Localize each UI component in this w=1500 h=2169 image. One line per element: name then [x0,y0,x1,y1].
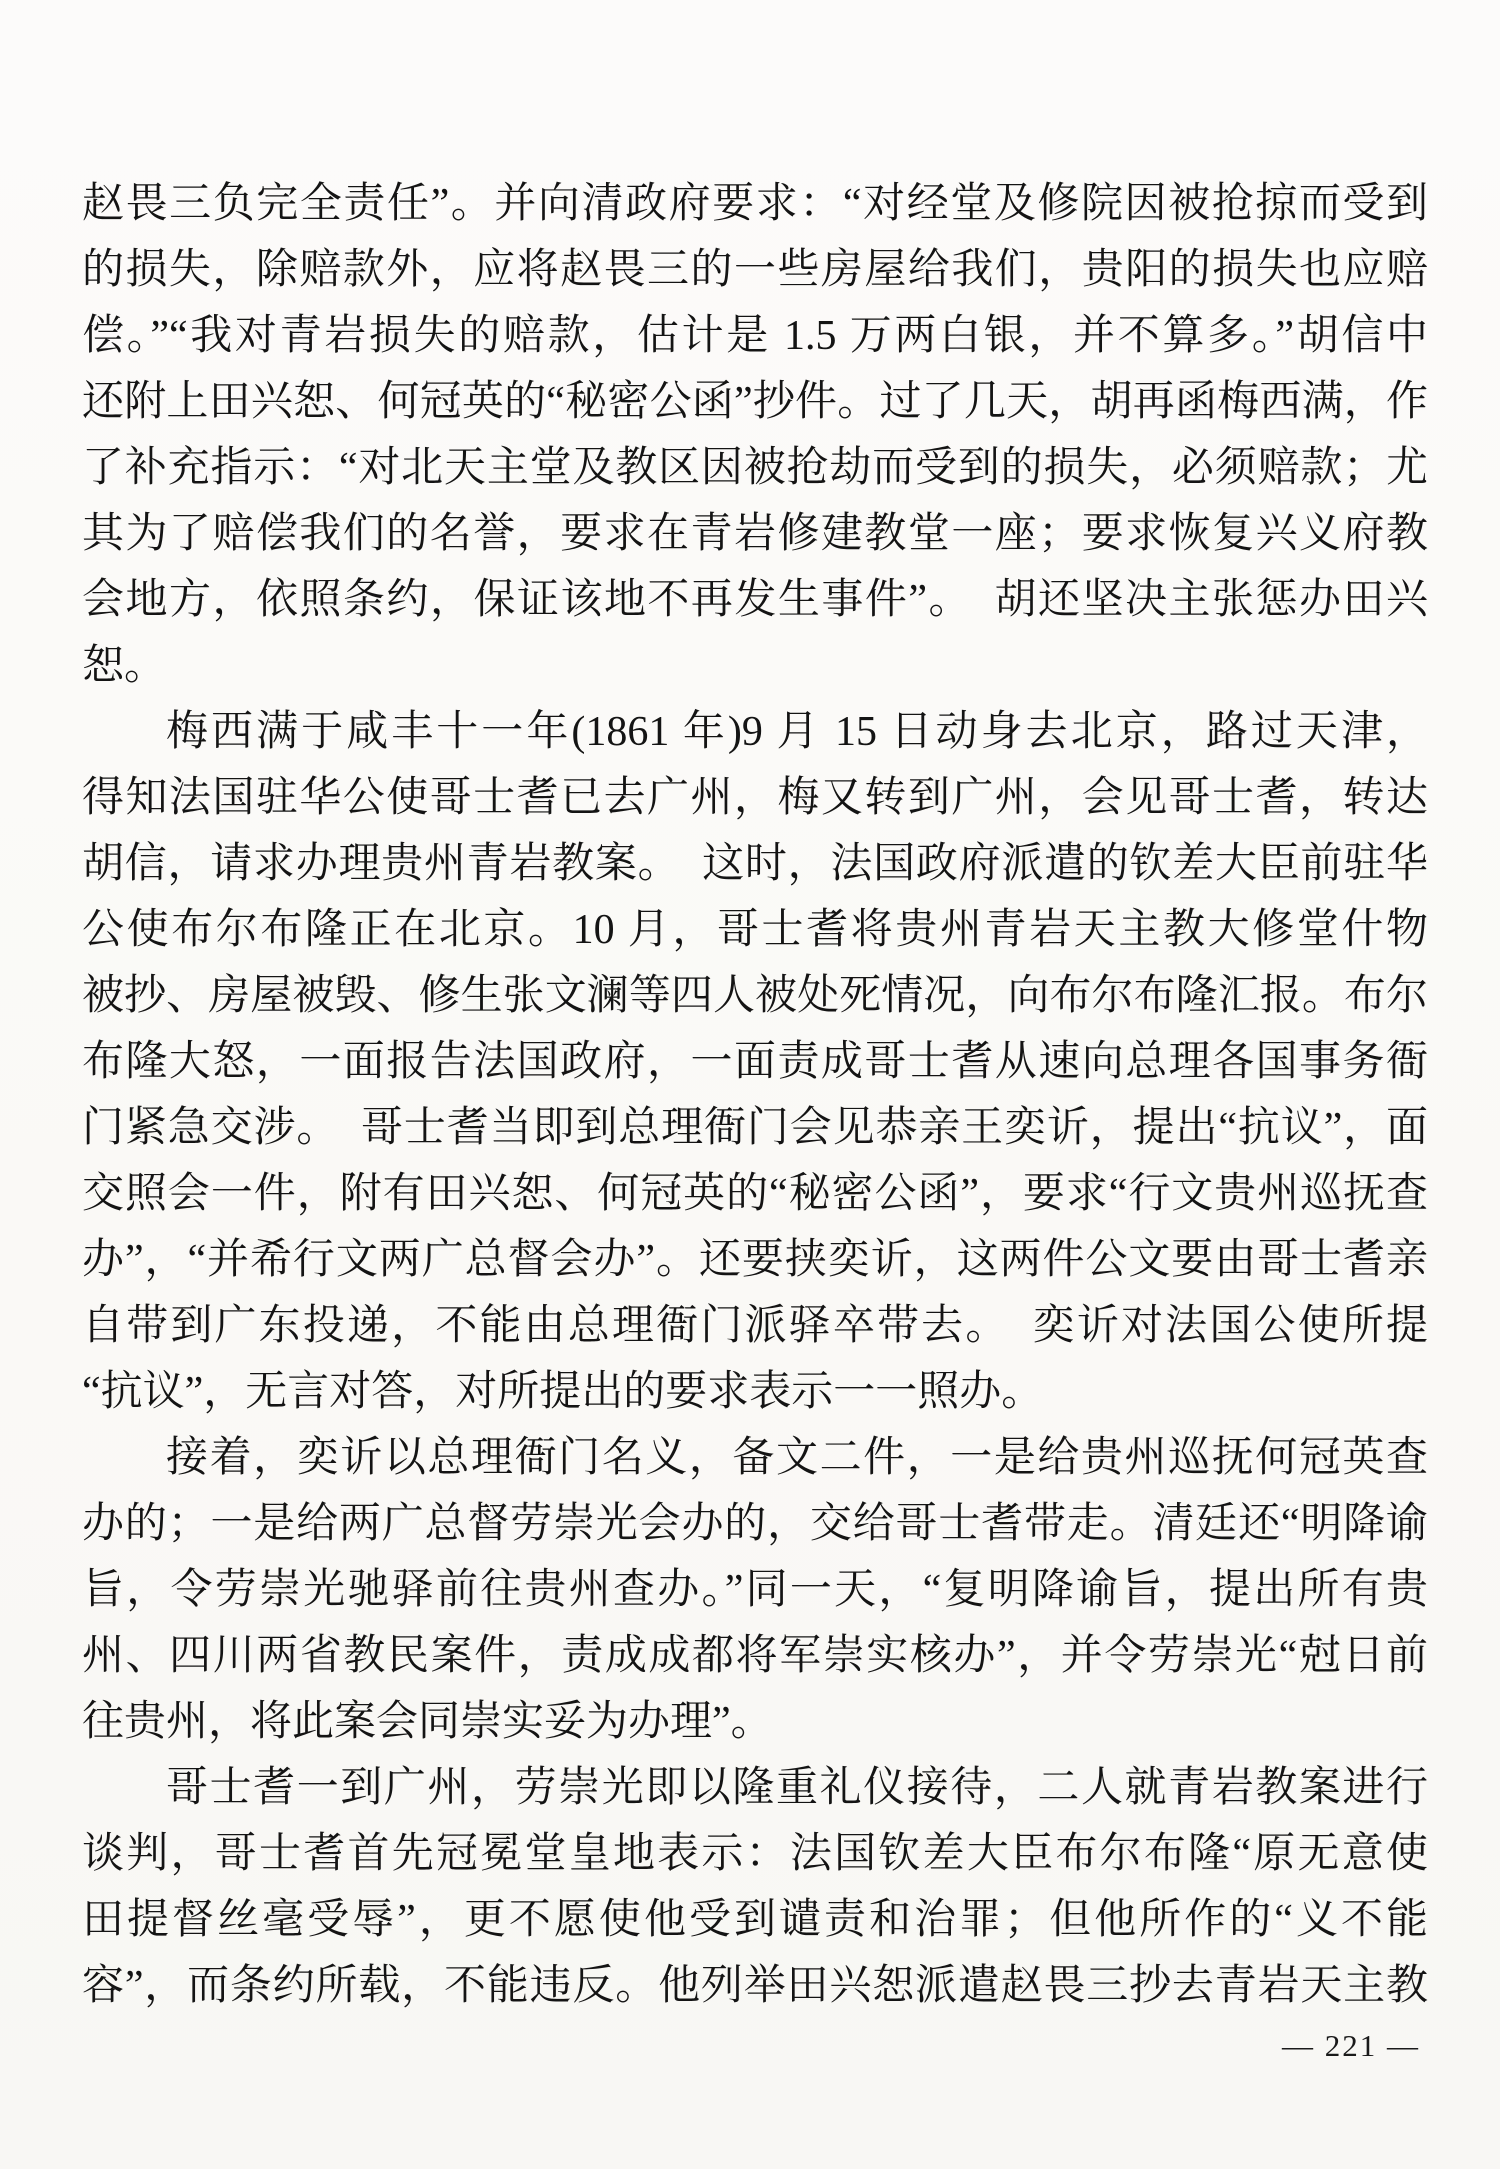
text-line: 偿。”“我对青岩损失的赔款，估计是 1.5 万两白银，并不算多。”胡信中 [82,313,1428,359]
text-line: 交照会一件，附有田兴恕、何冠英的“秘密公函”，要求“行文贵州巡抚查 [82,1171,1428,1217]
text-line: 州、四川两省教民案件，责成成都将军崇实核办”，并令劳崇光“尅日前 [82,1633,1428,1679]
text-line-paragraph-end: 恕。 [82,643,167,689]
body-text-block [82,171,1428,2019]
text-line-paragraph-start: 哥士耆一到广州，劳崇光即以隆重礼仪接待，二人就青岩教案进行 [166,1765,1428,1811]
text-line: 的损失，除赔款外，应将赵畏三的一些房屋给我们，贵阳的损失也应赔 [82,247,1428,293]
text-line-paragraph-start: 接着，奕䜣以总理衙门名义，备文二件，一是给贵州巡抚何冠英查 [166,1435,1428,1481]
text-line: 会地方，依照条约，保证该地不再发生事件”。 胡还坚决主张惩办田兴 [82,577,1428,623]
text-line-paragraph-end: “抗议”，无言对答，对所提出的要求表示一一照办。 [82,1369,1044,1415]
text-line: 谈判，哥士耆首先冠冕堂皇地表示：法国钦差大臣布尔布隆“原无意使 [82,1831,1428,1877]
text-line: 办”，“并希行文两广总督会办”。还要挟奕䜣，这两件公文要由哥士耆亲 [82,1237,1428,1283]
text-line: 胡信，请求办理贵州青岩教案。 这时，法国政府派遣的钦差大臣前驻华 [82,841,1428,887]
text-line: 得知法国驻华公使哥士耆已去广州，梅又转到广州，会见哥士耆，转达 [82,775,1428,821]
text-line: 布隆大怒，一面报告法国政府，一面责成哥士耆从速向总理各国事务衙 [82,1039,1428,1085]
text-line-paragraph-end: 往贵州，将此案会同崇实妥为办理”。 [82,1699,773,1745]
text-line: 了补充指示：“对北天主堂及教区因被抢劫而受到的损失，必须赔款；尤 [82,445,1428,491]
text-line: 其为了赔偿我们的名誉，要求在青岩修建教堂一座；要求恢复兴义府教 [82,511,1428,557]
text-line: 公使布尔布隆正在北京。10 月，哥士耆将贵州青岩天主教大修堂什物 [82,907,1428,953]
text-line: 被抄、房屋被毁、修生张文澜等四人被处死情况，向布尔布隆汇报。布尔 [82,973,1428,1019]
text-line: 还附上田兴恕、何冠英的“秘密公函”抄件。过了几天，胡再函梅西满，作 [82,379,1428,425]
text-line: 办的；一是给两广总督劳崇光会办的，交给哥士耆带走。清廷还“明降谕 [82,1501,1428,1547]
text-line: 容”，而条约所载，不能违反。他列举田兴恕派遣赵畏三抄去青岩天主教 [82,1963,1428,2009]
text-line: 田提督丝毫受辱”，更不愿使他受到谴责和治罪；但他所作的“义不能 [82,1897,1428,1943]
text-line: 自带到广东投递，不能由总理衙门派驿卒带去。 奕䜣对法国公使所提 [82,1303,1428,1349]
text-line-paragraph-start: 梅西满于咸丰十一年(1861 年)9 月 15 日动身去北京，路过天津， [166,709,1428,755]
text-line: 赵畏三负完全责任”。并向清政府要求：“对经堂及修院因被抢掠而受到 [82,181,1428,227]
page-number: — 221 — [1282,2028,1420,2063]
text-line: 旨，令劳崇光驰驿前往贵州查办。”同一天，“复明降谕旨，提出所有贵 [82,1567,1428,1613]
text-line: 门紧急交涉。 哥士耆当即到总理衙门会见恭亲王奕䜣，提出“抗议”，面 [82,1105,1428,1151]
